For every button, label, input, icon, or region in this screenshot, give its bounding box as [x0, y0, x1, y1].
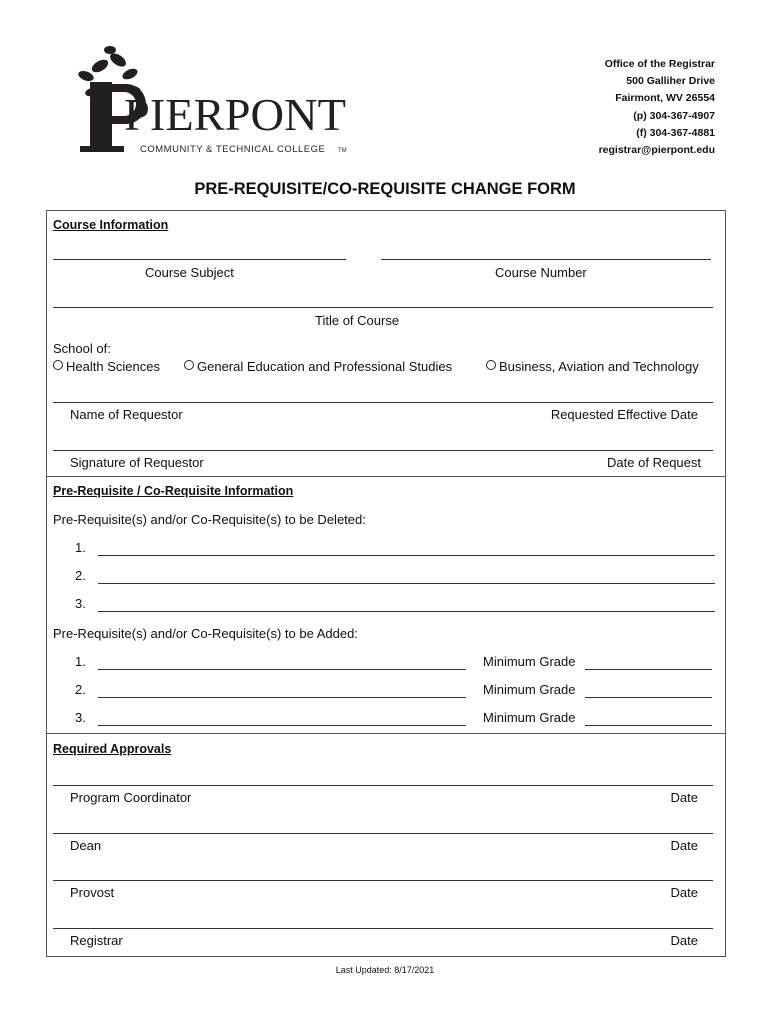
- deleted-label: Pre-Requisite(s) and/or Co-Requisite(s) to be Deleted:: [53, 512, 366, 527]
- logo-tm: TM: [338, 148, 347, 154]
- approval-signature-field[interactable]: [53, 880, 713, 881]
- approval-signature-field[interactable]: [53, 928, 713, 929]
- office-email[interactable]: registrar@pierpont.edu: [598, 144, 715, 157]
- school-of-label: School of:: [53, 341, 111, 356]
- deleted-item-field[interactable]: [98, 611, 715, 612]
- pierpont-logo: [70, 44, 360, 156]
- requestor-name-label: Name of Requestor: [70, 407, 183, 422]
- approval-date-label: Date: [670, 933, 698, 948]
- deleted-item-number: 3.: [75, 596, 86, 611]
- added-item-field[interactable]: [98, 725, 466, 726]
- office-line: Office of the Registrar: [604, 58, 715, 70]
- min-grade-label: Minimum Grade: [483, 710, 576, 725]
- course-title-field[interactable]: [53, 307, 713, 308]
- radio-general-education[interactable]: [184, 359, 452, 374]
- approval-date-label: Date: [670, 790, 698, 805]
- form-title: PRE-REQUISITE/CO-REQUISITE CHANGE FORM: [194, 180, 576, 198]
- course-number-field[interactable]: [381, 259, 711, 260]
- min-grade-field[interactable]: [585, 669, 712, 670]
- last-updated: Last Updated: 8/17/2021: [335, 965, 435, 975]
- approval-role-label: Dean: [70, 838, 102, 853]
- office-city: Fairmont, WV 26554: [615, 92, 715, 105]
- course-subject-label: Course Subject: [145, 265, 234, 280]
- course-number-label: Course Number: [495, 265, 587, 280]
- min-grade-label: Minimum Grade: [483, 654, 576, 669]
- office-fax: (f) 304-367-4881: [636, 126, 715, 139]
- deleted-item-field[interactable]: [98, 555, 715, 556]
- approval-date-label: Date: [670, 838, 698, 853]
- office-street: 500 Galliher Drive: [626, 75, 715, 88]
- deleted-item-number: 1.: [75, 540, 86, 555]
- added-item-number: 3.: [75, 710, 86, 725]
- requestor-signature-field[interactable]: [53, 450, 713, 451]
- course-subject-field[interactable]: [53, 259, 346, 260]
- approval-role-label: Program Coordinator: [70, 790, 192, 805]
- option-label: Health Sciences: [66, 359, 160, 374]
- radio-health-sciences[interactable]: [53, 359, 160, 374]
- section-heading: Pre-Requisite / Co-Requisite Information: [53, 484, 294, 498]
- prerequisite-section: [46, 476, 726, 734]
- approval-signature-field[interactable]: [53, 833, 713, 834]
- course-information-section: [46, 210, 726, 477]
- approval-date-label: Date: [670, 885, 698, 900]
- office-address: [599, 56, 715, 159]
- deleted-item-number: 2.: [75, 568, 86, 583]
- radio-icon: [184, 360, 194, 370]
- min-grade-field[interactable]: [585, 697, 712, 698]
- min-grade-field[interactable]: [585, 725, 712, 726]
- effective-date-label: Requested Effective Date: [550, 407, 698, 422]
- added-item-number: 1.: [75, 654, 86, 669]
- logo-tagline: COMMUNITY & TECHNICAL COLLEGE: [140, 144, 326, 155]
- course-title-label: Title of Course: [315, 313, 400, 328]
- radio-icon: [486, 360, 496, 370]
- logo-name: PIERPONT: [124, 89, 346, 140]
- approval-signature-field[interactable]: [53, 785, 713, 786]
- added-item-number: 2.: [75, 682, 86, 697]
- added-label: Pre-Requisite(s) and/or Co-Requisite(s) to be Added:: [53, 626, 358, 641]
- added-item-field[interactable]: [98, 697, 466, 698]
- section-heading: Course Information: [53, 218, 169, 232]
- option-label: General Education and Professional Studies: [197, 359, 453, 374]
- office-phone: (p) 304-367-4907: [633, 109, 715, 122]
- radio-business-aviation[interactable]: [486, 359, 699, 374]
- date-of-request-label: Date of Request: [607, 455, 701, 470]
- radio-icon: [53, 360, 63, 370]
- deleted-item-field[interactable]: [98, 583, 715, 584]
- approvals-section: [46, 733, 726, 957]
- requestor-signature-label: Signature of Requestor: [70, 455, 204, 470]
- added-item-field[interactable]: [98, 669, 466, 670]
- approval-role-label: Provost: [70, 885, 115, 900]
- section-heading: Required Approvals: [53, 742, 172, 756]
- option-label: Business, Aviation and Technology: [499, 359, 699, 374]
- min-grade-label: Minimum Grade: [483, 682, 576, 697]
- approval-role-label: Registrar: [70, 933, 123, 948]
- requestor-name-field[interactable]: [53, 402, 713, 403]
